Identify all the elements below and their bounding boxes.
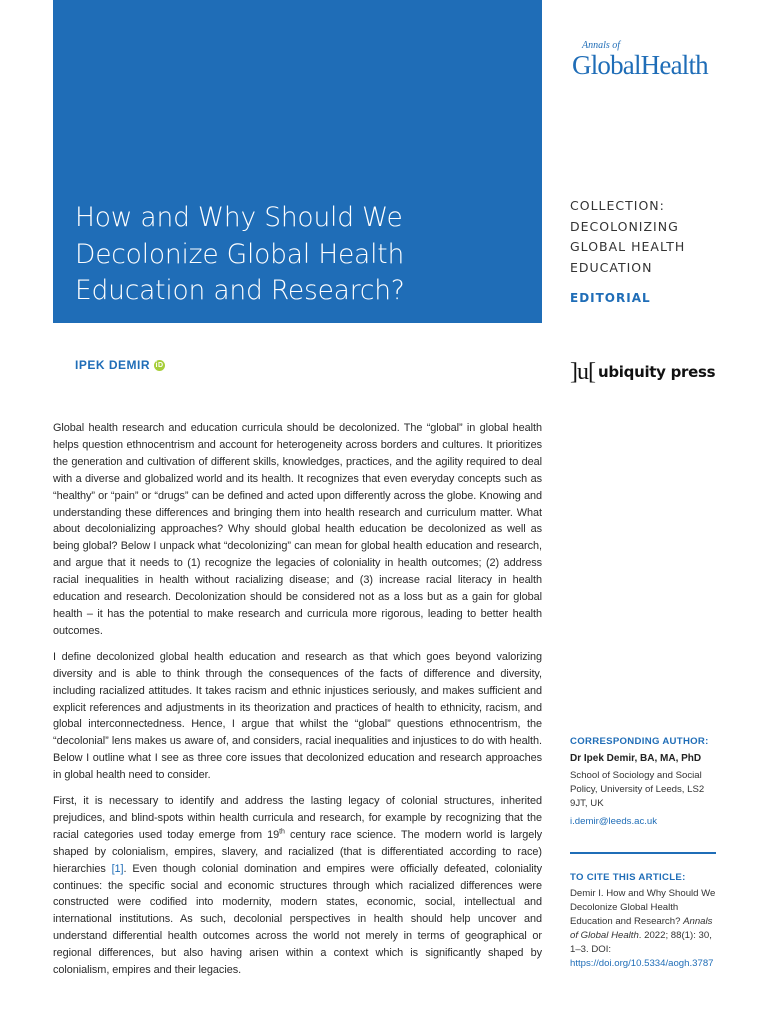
collection-line: COLLECTION: [570, 198, 665, 213]
publisher-name: ubiquity press [597, 363, 716, 381]
reference-link[interactable]: [1] [111, 862, 124, 875]
corresponding-name: Dr Ipek Demir, BA, MA, PhD [570, 753, 702, 764]
paragraph: I define decolonized global health education and research as that which goes beyond valorizing diversity and is able to think through the consequences of the facts of difference and diversity, including racialized attitudes. It takes racism and ethnic injustices seriously, and makes sufficient and explicit references and adjustments in its theorization and practices of health to ethnicity, racism, and global interconnectedness. Hence, I argue that whilst the “global” questions ethnocentrism, the “decolonial” lens makes us aware of, and considers, racial inequalities and injustices to do with health. Below I outline what I see as three core issues that decolonized education and research approaches in global health need to consider. [53, 650, 542, 782]
collection-label [570, 196, 720, 278]
collection-line: DECOLONIZING [570, 218, 679, 234]
author-line [75, 358, 165, 372]
journal-logo-name: GlobalHealth [572, 50, 708, 80]
corresponding-author [570, 736, 716, 827]
article-body [53, 420, 542, 988]
journal-logo-small: Annals of [582, 40, 621, 51]
journal-logo[interactable] [572, 40, 722, 79]
paragraph: Global health research and education curricula should be decolonized. The “global” in global health helps question ethnocentrism and account for heterogeneity across borders and cultures. It prioritizes the generation and cultivation of different skills, knowledges, practices, and the agility required to deal with a diverse and globalized world and its health. It recognizes that even everyday concepts such as “healthy” or “pain” or “drugs” can be defined and acted upon differently across the globe. Knowing and understanding these differences and bringing them into health research and curriculum matter. What about decolonializing approaches? Why should global health education be decolonized as well as being global? Below I unpack what “decolonizing” can mean for global health education and research, and argue that it needs to (1) recognize the legacies of coloniality in health outcomes; (2) address racial inequalities in health without racializing disease; and (3) increase racial literacy in health education and research. Decolonization should be considered not as a loss but as a gain for global health – it has the potential to make research and curricula more rigorous, leading to better health outcomes. [53, 422, 542, 637]
email-link[interactable]: i.demir@leeds.ac.uk [570, 816, 658, 827]
article-type: EDITORIAL [570, 291, 651, 305]
corresponding-heading: CORRESPONDING AUTHOR: [570, 736, 709, 747]
citation-box [570, 872, 716, 971]
orcid-icon[interactable]: iD [155, 362, 164, 370]
corresponding-address: School of Sociology and Social Policy, University of Leeds, LS2 9JT, UK [570, 770, 705, 809]
article-title: How and Why Should We Decolonize Global Health Education and Research? [75, 202, 405, 306]
sidebar-divider [570, 852, 716, 854]
collection-line: EDUCATION [570, 259, 653, 275]
paragraph: First, it is necessary to identify and address the lasting legacy of colonial structures, inherited prejudices, and blind-spots within health curricula and research, for example by recognizing that the racial categories used today emerge from 19th century race science. The modern world is largely shaped by colonialism, empires, slavery, and racialized (that is differentiated according to race) hierarchies [1]. Even though colonial domination and empires were officially defeated, coloniality continues: the specific social and economic structures through which racialized differences were constructed were codified into modernity, modern states, economic, social, intellectual and international institutions. As such, decolonial perspectives in health should help uncover and understand differential health outcomes across the world not merely in terms of geographical or regional differences, but also having arisen within a context which is significantly shaped by colonialism, empires and their legacies. [53, 795, 543, 977]
doi-link[interactable]: https://doi.org/10.5334/aogh.3787 [570, 958, 714, 969]
citation-heading: TO CITE THIS ARTICLE: [570, 872, 686, 883]
collection-line: GLOBAL HEALTH [570, 239, 686, 254]
title-banner [53, 0, 542, 323]
publisher-mark: ]u[ [570, 359, 595, 385]
publisher-logo[interactable] [570, 360, 715, 384]
citation-text: Demir I. How and Why Should We Decolonize Global Health Education and Research? Annals of Global Health. 2022; 88(1): 30, 1–3. DOI: https://doi.org/10.5334/aogh.3787 [570, 888, 716, 969]
author-name[interactable]: IPEK DEMIR [75, 358, 151, 372]
